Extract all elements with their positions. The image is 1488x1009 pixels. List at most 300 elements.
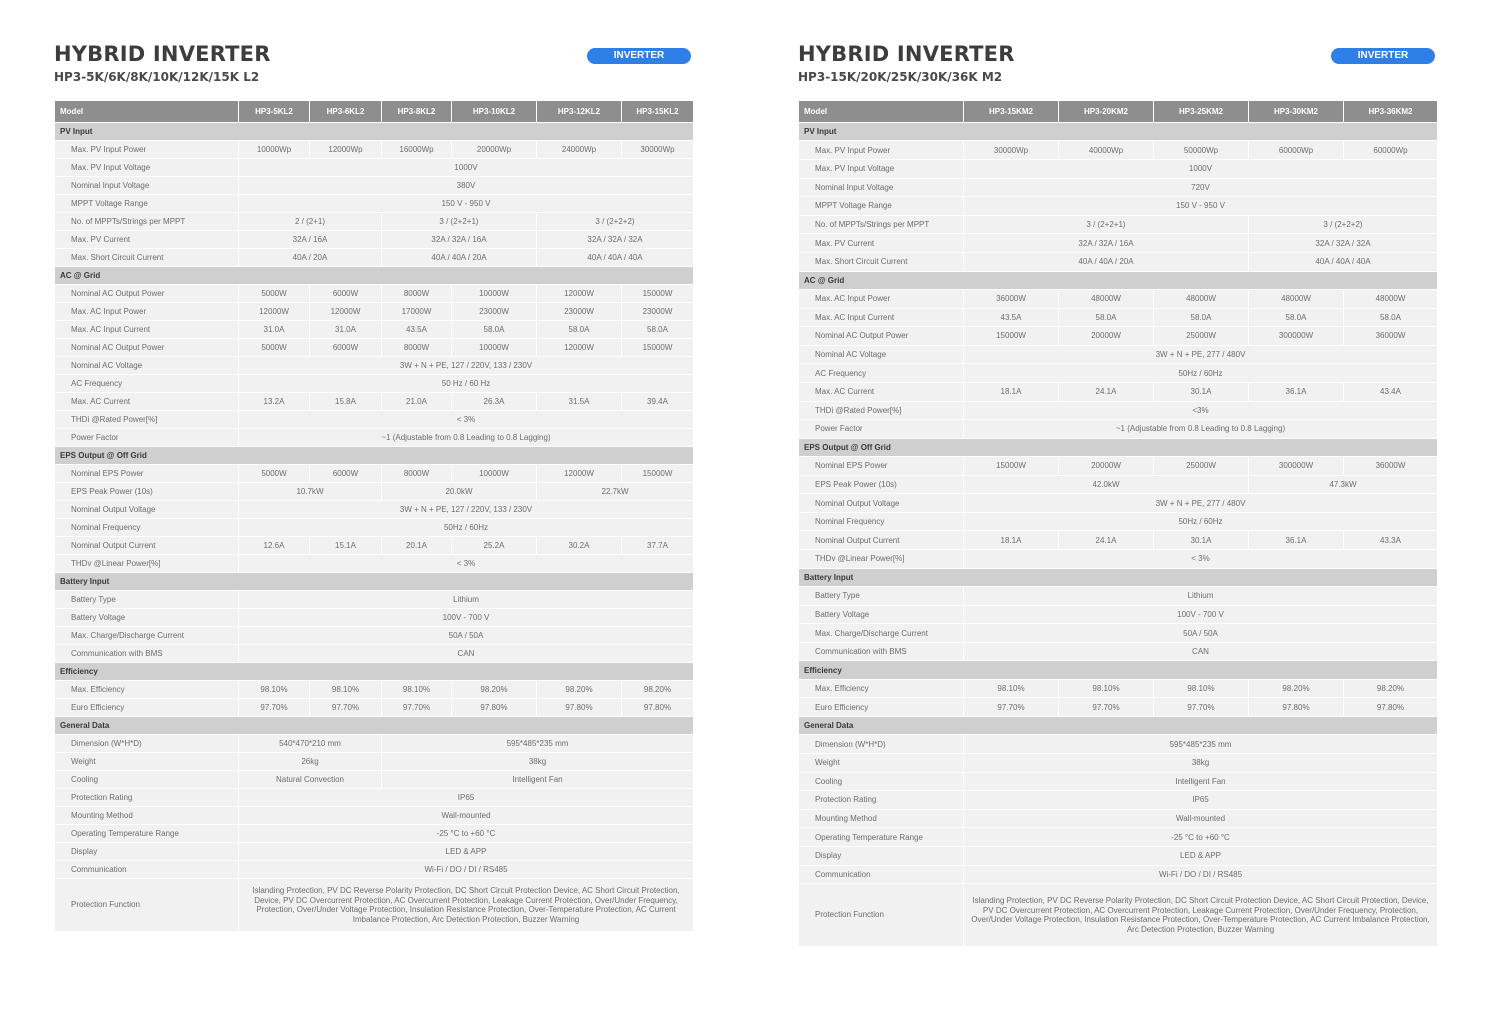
section-title: AC @ Grid bbox=[55, 267, 694, 285]
left-page-header bbox=[54, 0, 693, 100]
spec-row bbox=[799, 308, 1438, 327]
spec-row bbox=[55, 141, 694, 159]
header-model: Model bbox=[55, 101, 239, 123]
spec-value: 97.80% bbox=[1249, 698, 1344, 717]
spec-label: Weight bbox=[55, 753, 239, 771]
spec-value: 97.80% bbox=[622, 699, 694, 717]
spec-value: 16000Wp bbox=[382, 141, 452, 159]
spec-row bbox=[55, 789, 694, 807]
spec-row bbox=[55, 699, 694, 717]
spec-value: 36000W bbox=[1344, 327, 1438, 346]
spec-value: 48000W bbox=[1249, 289, 1344, 308]
spec-row bbox=[55, 501, 694, 519]
spec-label: Nominal Input Voltage bbox=[799, 178, 964, 197]
spec-value: 58.0A bbox=[1344, 308, 1438, 327]
spec-value: 100V - 700 V bbox=[964, 605, 1438, 624]
spec-value: 10000Wp bbox=[239, 141, 310, 159]
spec-value: 12000W bbox=[537, 285, 622, 303]
spec-value: 720V bbox=[964, 178, 1438, 197]
spec-label: Max. Efficiency bbox=[799, 679, 964, 698]
spec-row bbox=[55, 393, 694, 411]
spec-label: Cooling bbox=[799, 772, 964, 791]
section-title: PV Input bbox=[55, 123, 694, 141]
spec-value: 23000W bbox=[537, 303, 622, 321]
spec-value: 3W + N + PE, 277 / 480V bbox=[964, 494, 1438, 513]
spec-label: Display bbox=[55, 843, 239, 861]
spec-value: 50Hz / 60Hz bbox=[239, 519, 694, 537]
spec-value: < 3% bbox=[239, 411, 694, 429]
spec-value: 97.70% bbox=[1154, 698, 1249, 717]
spec-row bbox=[55, 627, 694, 645]
spec-label: Euro Efficiency bbox=[55, 699, 239, 717]
spec-value: 32A / 16A bbox=[239, 231, 382, 249]
spec-label: Protection Function bbox=[55, 879, 239, 932]
spec-value: -25 °C to +60 °C bbox=[239, 825, 694, 843]
spec-value: 36.1A bbox=[1249, 382, 1344, 401]
spec-value: 15000W bbox=[964, 327, 1059, 346]
spec-label: No. of MPPTs/Strings per MPPT bbox=[799, 215, 964, 234]
spec-value: Lithium bbox=[239, 591, 694, 609]
spec-row bbox=[799, 846, 1438, 865]
spec-row bbox=[55, 357, 694, 375]
spec-value: 32A / 32A / 16A bbox=[964, 234, 1249, 253]
spec-value: 40A / 40A / 40A bbox=[537, 249, 694, 267]
spec-row bbox=[55, 303, 694, 321]
section-header-row bbox=[799, 123, 1438, 141]
spec-label: Nominal Output Voltage bbox=[55, 501, 239, 519]
spec-label: Communication with BMS bbox=[55, 645, 239, 663]
spec-value: 24000Wp bbox=[537, 141, 622, 159]
header-model: Model bbox=[799, 101, 964, 123]
spec-row bbox=[799, 791, 1438, 810]
spec-value: 50 Hz / 60 Hz bbox=[239, 375, 694, 393]
spec-value: 98.10% bbox=[1059, 679, 1154, 698]
spec-row bbox=[55, 735, 694, 753]
spec-value: 36000W bbox=[1344, 457, 1438, 476]
spec-value: 37.7A bbox=[622, 537, 694, 555]
spec-label: Power Factor bbox=[55, 429, 239, 447]
spec-value: 43.5A bbox=[382, 321, 452, 339]
spec-value: 23000W bbox=[622, 303, 694, 321]
spec-label: Max. PV Input Power bbox=[799, 141, 964, 160]
spec-label: Nominal AC Output Power bbox=[55, 339, 239, 357]
spec-label: Nominal AC Output Power bbox=[55, 285, 239, 303]
spec-value: 3W + N + PE, 277 / 480V bbox=[964, 345, 1438, 364]
section-header-row bbox=[55, 267, 694, 285]
spec-value: 6000W bbox=[310, 465, 382, 483]
spec-value: 58.0A bbox=[622, 321, 694, 339]
spec-label: EPS Peak Power (10s) bbox=[55, 483, 239, 501]
right-page-header bbox=[798, 0, 1437, 100]
spec-value: 43.4A bbox=[1344, 382, 1438, 401]
spec-value: Wi-Fi / DO / DI / RS485 bbox=[239, 861, 694, 879]
spec-value: 15.1A bbox=[310, 537, 382, 555]
section-header-row bbox=[799, 271, 1438, 289]
spec-row bbox=[55, 321, 694, 339]
spec-value: 97.70% bbox=[1059, 698, 1154, 717]
spec-row bbox=[55, 339, 694, 357]
spec-label: Nominal Frequency bbox=[799, 512, 964, 531]
spec-value: Wall-mounted bbox=[964, 809, 1438, 828]
header-model-column: HP3-6KL2 bbox=[310, 101, 382, 123]
spec-value: 97.80% bbox=[452, 699, 537, 717]
spec-label: Dimension (W*H*D) bbox=[55, 735, 239, 753]
spec-row bbox=[799, 605, 1438, 624]
spec-row bbox=[55, 285, 694, 303]
spec-value: 32A / 32A / 16A bbox=[382, 231, 537, 249]
spec-label: Communication bbox=[799, 865, 964, 884]
spec-value: 39.4A bbox=[622, 393, 694, 411]
spec-row bbox=[55, 645, 694, 663]
section-title: EPS Output @ Off Grid bbox=[799, 438, 1438, 456]
spec-row bbox=[799, 475, 1438, 494]
spec-row bbox=[799, 698, 1438, 717]
spec-label: Operating Temperature Range bbox=[55, 825, 239, 843]
spec-label: Display bbox=[799, 846, 964, 865]
spec-value: 47.3kW bbox=[1249, 475, 1438, 494]
spec-row bbox=[799, 401, 1438, 420]
spec-label: AC Frequency bbox=[799, 364, 964, 383]
spec-value: 18.1A bbox=[964, 382, 1059, 401]
spec-value: 1000V bbox=[239, 159, 694, 177]
spec-value: CAN bbox=[239, 645, 694, 663]
spec-row bbox=[55, 249, 694, 267]
spec-label: THDi @Rated Power[%] bbox=[55, 411, 239, 429]
header-model-column: HP3-10KL2 bbox=[452, 101, 537, 123]
spec-value: 12000W bbox=[537, 465, 622, 483]
spec-value: 98.10% bbox=[382, 681, 452, 699]
spec-value: 17000W bbox=[382, 303, 452, 321]
spec-label: Battery Voltage bbox=[799, 605, 964, 624]
spec-value: 20000Wp bbox=[452, 141, 537, 159]
spec-label: Max. AC Input Power bbox=[55, 303, 239, 321]
spec-row bbox=[799, 679, 1438, 698]
spec-value: 40A / 40A / 40A bbox=[1249, 252, 1438, 271]
section-title: Efficiency bbox=[55, 663, 694, 681]
spec-value: 60000Wp bbox=[1249, 141, 1344, 160]
spec-value: 8000W bbox=[382, 465, 452, 483]
section-header-row bbox=[799, 568, 1438, 586]
spec-value: < 3% bbox=[239, 555, 694, 573]
spec-value: 50A / 50A bbox=[239, 627, 694, 645]
spec-label: Power Factor bbox=[799, 420, 964, 439]
spec-row bbox=[799, 159, 1438, 178]
spec-value: 42.0kW bbox=[964, 475, 1249, 494]
spec-value: 13.2A bbox=[239, 393, 310, 411]
spec-value: 50A / 50A bbox=[964, 624, 1438, 643]
spec-value: 6000W bbox=[310, 339, 382, 357]
spec-value: 98.20% bbox=[622, 681, 694, 699]
spec-label: Weight bbox=[799, 753, 964, 772]
spec-value: 58.0A bbox=[452, 321, 537, 339]
spec-value: 100V - 700 V bbox=[239, 609, 694, 627]
spec-value: 300000W bbox=[1249, 457, 1344, 476]
spec-label: Operating Temperature Range bbox=[799, 828, 964, 847]
left-spec-page bbox=[54, 0, 693, 932]
spec-value: 10000W bbox=[452, 465, 537, 483]
spec-row bbox=[55, 825, 694, 843]
spec-label: MPPT Voltage Range bbox=[799, 197, 964, 216]
spec-value: 15000W bbox=[622, 339, 694, 357]
spec-value: 25000W bbox=[1154, 457, 1249, 476]
spec-row bbox=[799, 234, 1438, 253]
spec-row bbox=[55, 375, 694, 393]
spec-value: 98.10% bbox=[239, 681, 310, 699]
spec-value: 40000Wp bbox=[1059, 141, 1154, 160]
spec-value: 48000W bbox=[1344, 289, 1438, 308]
spec-value: 20.1A bbox=[382, 537, 452, 555]
spec-value: Wi-Fi / DO / DI / RS485 bbox=[964, 865, 1438, 884]
spec-value: 98.20% bbox=[1344, 679, 1438, 698]
spec-row bbox=[799, 197, 1438, 216]
spec-row bbox=[799, 735, 1438, 754]
spec-value: 38kg bbox=[382, 753, 694, 771]
spec-value: 50Hz / 60Hz bbox=[964, 512, 1438, 531]
spec-value: 26kg bbox=[239, 753, 382, 771]
spec-value: 20000W bbox=[1059, 327, 1154, 346]
spec-value: 31.0A bbox=[310, 321, 382, 339]
section-title: Efficiency bbox=[799, 661, 1438, 679]
spec-row bbox=[55, 195, 694, 213]
spec-row bbox=[799, 753, 1438, 772]
section-header-row bbox=[55, 663, 694, 681]
section-title: Battery Input bbox=[55, 573, 694, 591]
spec-value: 300000W bbox=[1249, 327, 1344, 346]
spec-row bbox=[55, 465, 694, 483]
spec-label: Mounting Method bbox=[55, 807, 239, 825]
spec-label: Max. AC Input Current bbox=[55, 321, 239, 339]
spec-value: ~1 (Adjustable from 0.8 Leading to 0.8 Lagging) bbox=[964, 420, 1438, 439]
spec-value: 98.20% bbox=[1249, 679, 1344, 698]
spec-value: 50Hz / 60Hz bbox=[964, 364, 1438, 383]
spec-value: 97.70% bbox=[310, 699, 382, 717]
spec-value: IP65 bbox=[239, 789, 694, 807]
spec-value: ~1 (Adjustable from 0.8 Leading to 0.8 Lagging) bbox=[239, 429, 694, 447]
spec-row bbox=[799, 642, 1438, 661]
spec-row bbox=[799, 624, 1438, 643]
spec-label: Protection Function bbox=[799, 884, 964, 947]
spec-value: 25000W bbox=[1154, 327, 1249, 346]
spec-label: Max. PV Current bbox=[55, 231, 239, 249]
section-title: Battery Input bbox=[799, 568, 1438, 586]
spec-value: 12000Wp bbox=[310, 141, 382, 159]
spec-value: 31.5A bbox=[537, 393, 622, 411]
spec-value: 3W + N + PE, 127 / 220V, 133 / 230V bbox=[239, 501, 694, 519]
spec-label: Nominal Output Voltage bbox=[799, 494, 964, 513]
spec-value: 10.7kW bbox=[239, 483, 382, 501]
spec-value: 30000Wp bbox=[622, 141, 694, 159]
spec-value: 23000W bbox=[452, 303, 537, 321]
spec-value: 12000W bbox=[239, 303, 310, 321]
spec-value: 98.10% bbox=[310, 681, 382, 699]
section-header-row bbox=[55, 573, 694, 591]
header-model-column: HP3-15KM2 bbox=[964, 101, 1059, 123]
spec-value: 43.5A bbox=[964, 308, 1059, 327]
spec-row bbox=[55, 843, 694, 861]
spec-row bbox=[55, 177, 694, 195]
right-spec-page bbox=[798, 0, 1437, 947]
spec-value: 26.3A bbox=[452, 393, 537, 411]
spec-value: 50000Wp bbox=[1154, 141, 1249, 160]
spec-row bbox=[799, 252, 1438, 271]
spec-row bbox=[55, 519, 694, 537]
spec-label: Nominal Output Current bbox=[55, 537, 239, 555]
spec-row bbox=[55, 681, 694, 699]
spec-value: 30.1A bbox=[1154, 382, 1249, 401]
spec-value: 97.80% bbox=[537, 699, 622, 717]
spec-label: THDv @Linear Power[%] bbox=[799, 550, 964, 569]
spec-value: 31.0A bbox=[239, 321, 310, 339]
spec-label: Nominal EPS Power bbox=[799, 457, 964, 476]
spec-value: Lithium bbox=[964, 587, 1438, 606]
left-page-title: HYBRID INVERTER bbox=[54, 42, 271, 66]
spec-value: 20000W bbox=[1059, 457, 1154, 476]
spec-value: 97.80% bbox=[1344, 698, 1438, 717]
spec-row bbox=[55, 879, 694, 932]
spec-label: Battery Type bbox=[799, 587, 964, 606]
spec-label: Communication bbox=[55, 861, 239, 879]
spec-value: 38kg bbox=[964, 753, 1438, 772]
spec-value: 150 V - 950 V bbox=[239, 195, 694, 213]
spec-value: 30.1A bbox=[1154, 531, 1249, 550]
spec-value: 36.1A bbox=[1249, 531, 1344, 550]
spec-value: 30000Wp bbox=[964, 141, 1059, 160]
spec-row bbox=[799, 531, 1438, 550]
section-header-row bbox=[55, 447, 694, 465]
right-page-subtitle: HP3-15K/20K/25K/30K/36K M2 bbox=[798, 70, 1003, 84]
spec-value: 8000W bbox=[382, 285, 452, 303]
spec-value: 58.0A bbox=[1059, 308, 1154, 327]
spec-value: 3 / (2+2+2) bbox=[537, 213, 694, 231]
spec-value: 58.0A bbox=[1154, 308, 1249, 327]
spec-value: Wall-mounted bbox=[239, 807, 694, 825]
spec-row bbox=[799, 587, 1438, 606]
spec-value: <3% bbox=[964, 401, 1438, 420]
spec-value: 58.0A bbox=[537, 321, 622, 339]
spec-row bbox=[55, 159, 694, 177]
spec-value: 10000W bbox=[452, 285, 537, 303]
spec-label: Protection Rating bbox=[799, 791, 964, 810]
spec-value: 150 V - 950 V bbox=[964, 197, 1438, 216]
spec-value: 24.1A bbox=[1059, 382, 1154, 401]
spec-row bbox=[799, 345, 1438, 364]
spec-label: Dimension (W*H*D) bbox=[799, 735, 964, 754]
spec-value: 15000W bbox=[622, 465, 694, 483]
spec-value: 15000W bbox=[622, 285, 694, 303]
spec-row bbox=[55, 483, 694, 501]
spec-value: 8000W bbox=[382, 339, 452, 357]
spec-value: LED & APP bbox=[964, 846, 1438, 865]
spec-value: Islanding Protection, PV DC Reverse Polarity Protection, DC Short Circuit Protection Device, AC Short Circuit Protection, Device, PV DC Overcurrent Protection, AC Overcurrent Protection, Leakage Current Protection, Over/Under Frequency, Protection, Over/Under Voltage Protection, Insulation Resistance Protection, Over-Temperature Protection, AC Current Imbalance Protection, Arc Detection Protection, Buzzer Warning bbox=[964, 884, 1438, 947]
spec-value: 48000W bbox=[1059, 289, 1154, 308]
spec-value: 58.0A bbox=[1249, 308, 1344, 327]
spec-row bbox=[799, 494, 1438, 513]
spec-value: IP65 bbox=[964, 791, 1438, 810]
spec-value: 43.3A bbox=[1344, 531, 1438, 550]
section-title: EPS Output @ Off Grid bbox=[55, 447, 694, 465]
section-header-row bbox=[799, 661, 1438, 679]
spec-value: 380V bbox=[239, 177, 694, 195]
spec-label: Max. AC Current bbox=[799, 382, 964, 401]
spec-row bbox=[799, 289, 1438, 308]
spec-value: 32A / 32A / 32A bbox=[1249, 234, 1438, 253]
header-model-column: HP3-12KL2 bbox=[537, 101, 622, 123]
spec-value: 97.70% bbox=[239, 699, 310, 717]
spec-row bbox=[799, 141, 1438, 160]
spec-header-row bbox=[799, 101, 1438, 123]
spec-label: Nominal AC Voltage bbox=[799, 345, 964, 364]
spec-value: 595*485*235 mm bbox=[382, 735, 694, 753]
spec-row bbox=[55, 213, 694, 231]
section-header-row bbox=[55, 717, 694, 735]
spec-row bbox=[799, 772, 1438, 791]
spec-label: Battery Voltage bbox=[55, 609, 239, 627]
spec-value: 36000W bbox=[964, 289, 1059, 308]
spec-value: < 3% bbox=[964, 550, 1438, 569]
spec-row bbox=[55, 807, 694, 825]
spec-label: Nominal Output Current bbox=[799, 531, 964, 550]
spec-value: 97.70% bbox=[964, 698, 1059, 717]
spec-label: Nominal Input Voltage bbox=[55, 177, 239, 195]
spec-value: 12000W bbox=[310, 303, 382, 321]
spec-value: 48000W bbox=[1154, 289, 1249, 308]
spec-value: 98.10% bbox=[1154, 679, 1249, 698]
section-title: AC @ Grid bbox=[799, 271, 1438, 289]
spec-value: 5000W bbox=[239, 465, 310, 483]
right-spec-table bbox=[798, 100, 1438, 947]
spec-value: 40A / 20A bbox=[239, 249, 382, 267]
spec-value: 5000W bbox=[239, 339, 310, 357]
spec-value: 3W + N + PE, 127 / 220V, 133 / 230V bbox=[239, 357, 694, 375]
spec-header-row bbox=[55, 101, 694, 123]
spec-label: Nominal AC Output Power bbox=[799, 327, 964, 346]
spec-value: 12.6A bbox=[239, 537, 310, 555]
spec-label: Nominal AC Voltage bbox=[55, 357, 239, 375]
spec-row bbox=[55, 411, 694, 429]
spec-value: 5000W bbox=[239, 285, 310, 303]
spec-value: CAN bbox=[964, 642, 1438, 661]
header-model-column: HP3-8KL2 bbox=[382, 101, 452, 123]
spec-row bbox=[799, 327, 1438, 346]
spec-label: Mounting Method bbox=[799, 809, 964, 828]
spec-value: 30.2A bbox=[537, 537, 622, 555]
header-model-column: HP3-15KL2 bbox=[622, 101, 694, 123]
section-header-row bbox=[799, 716, 1438, 734]
spec-row bbox=[55, 555, 694, 573]
spec-value: 3 / (2+2+2) bbox=[1249, 215, 1438, 234]
spec-value: 3 / (2+2+1) bbox=[964, 215, 1249, 234]
spec-label: Max. PV Current bbox=[799, 234, 964, 253]
section-title: PV Input bbox=[799, 123, 1438, 141]
spec-row bbox=[799, 457, 1438, 476]
spec-label: Battery Type bbox=[55, 591, 239, 609]
spec-value: 15.8A bbox=[310, 393, 382, 411]
spec-value: Natural Convection bbox=[239, 771, 382, 789]
spec-value: 32A / 32A / 32A bbox=[537, 231, 694, 249]
spec-value: 1000V bbox=[964, 159, 1438, 178]
spec-label: Max. AC Input Power bbox=[799, 289, 964, 308]
spec-row bbox=[55, 609, 694, 627]
spec-row bbox=[55, 771, 694, 789]
spec-value: 60000Wp bbox=[1344, 141, 1438, 160]
spec-row bbox=[799, 809, 1438, 828]
spec-value: 24.1A bbox=[1059, 531, 1154, 550]
spec-value: 98.20% bbox=[452, 681, 537, 699]
spec-value: 20.0kW bbox=[382, 483, 537, 501]
header-model-column: HP3-36KM2 bbox=[1344, 101, 1438, 123]
spec-value: 540*470*210 mm bbox=[239, 735, 382, 753]
spec-label: MPPT Voltage Range bbox=[55, 195, 239, 213]
